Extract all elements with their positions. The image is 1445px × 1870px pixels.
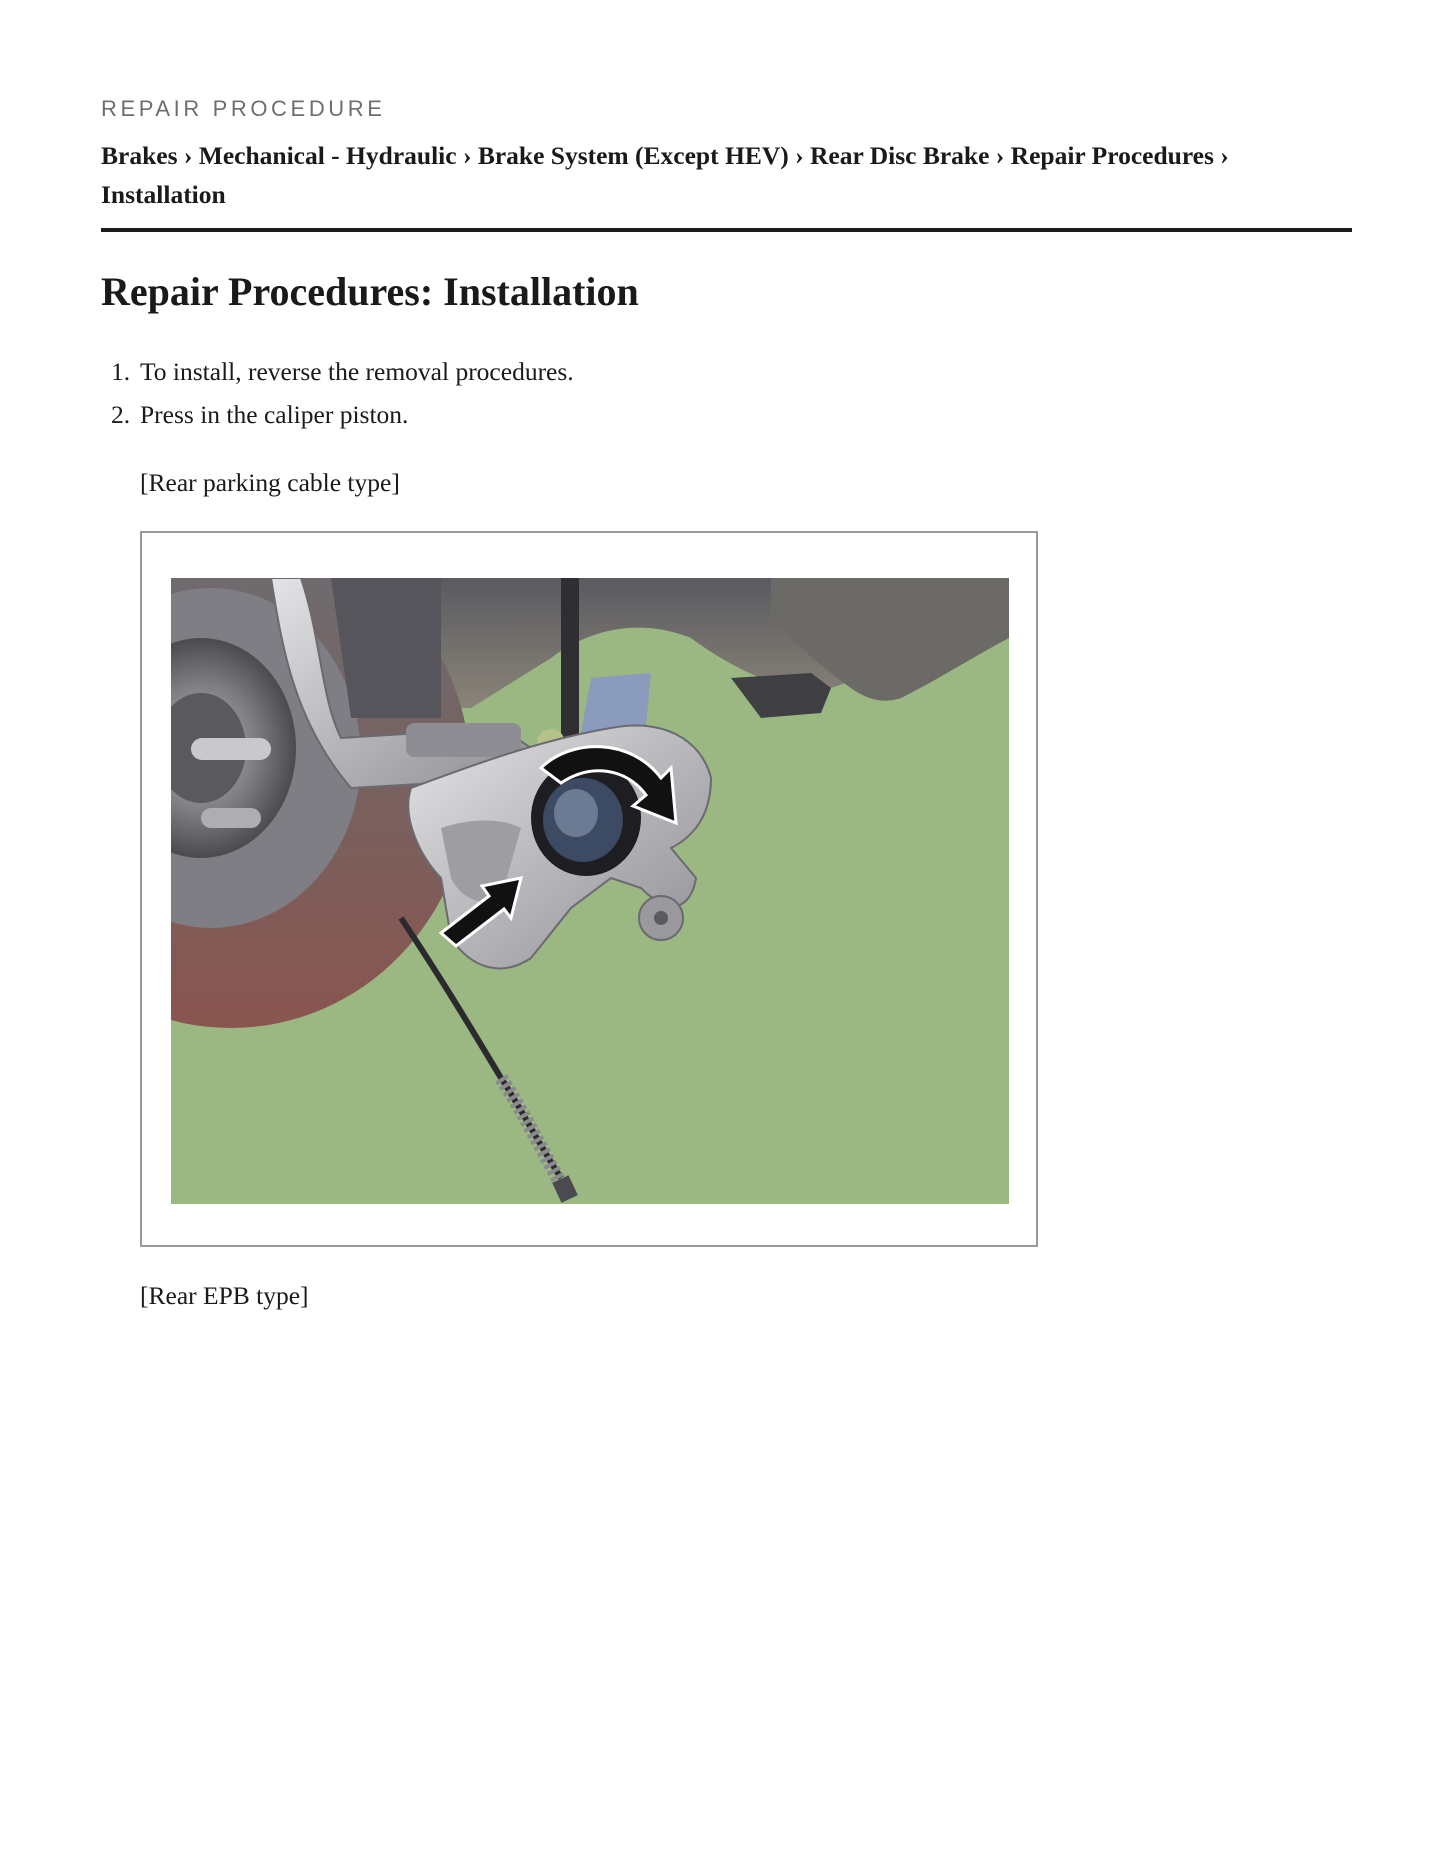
mount-hole-shape [654, 911, 668, 925]
page-title: Repair Procedures: Installation [101, 269, 639, 314]
header-divider [101, 228, 1352, 232]
procedure-steps [101, 350, 574, 436]
breadcrumb-separator: › [1220, 141, 1229, 170]
breadcrumb-item-mechanical-hydraulic[interactable]: Mechanical - Hydraulic [198, 141, 457, 170]
breadcrumb-item-installation: Installation [101, 180, 226, 209]
breadcrumb-item-brake-system[interactable]: Brake System (Except HEV) [477, 141, 789, 170]
breadcrumb-separator: › [795, 141, 810, 170]
figure-caption-epb-type: [Rear EPB type] [140, 1281, 309, 1310]
breadcrumb-separator: › [183, 141, 199, 170]
breadcrumb-item-brakes[interactable]: Brakes [101, 141, 178, 170]
vertical-rod-shape [561, 578, 579, 758]
guide-pin-shape [406, 723, 521, 757]
caliper-piston-illustration [171, 578, 1009, 1204]
breadcrumb-separator: › [995, 141, 1011, 170]
procedure-step [101, 393, 574, 436]
caliper-piston-figure [140, 531, 1038, 1247]
piston-face-shape [554, 789, 598, 837]
wheel-stud-shape [201, 808, 261, 828]
step-number: 2. [111, 400, 131, 429]
step-text: Press in the caliper piston. [140, 400, 409, 429]
breadcrumb-item-rear-disc-brake[interactable]: Rear Disc Brake [809, 141, 990, 170]
breadcrumb-item-repair-procedures[interactable]: Repair Procedures [1010, 141, 1214, 170]
figure-caption-cable-type: [Rear parking cable type] [140, 468, 400, 497]
wheel-stud-shape [191, 738, 271, 760]
section-kicker: REPAIR PROCEDURE [101, 96, 386, 121]
procedure-step [101, 350, 574, 393]
breadcrumb [101, 136, 1352, 214]
step-number: 1. [111, 357, 131, 386]
step-text: To install, reverse the removal procedures. [140, 357, 574, 386]
breadcrumb-separator: › [462, 141, 478, 170]
